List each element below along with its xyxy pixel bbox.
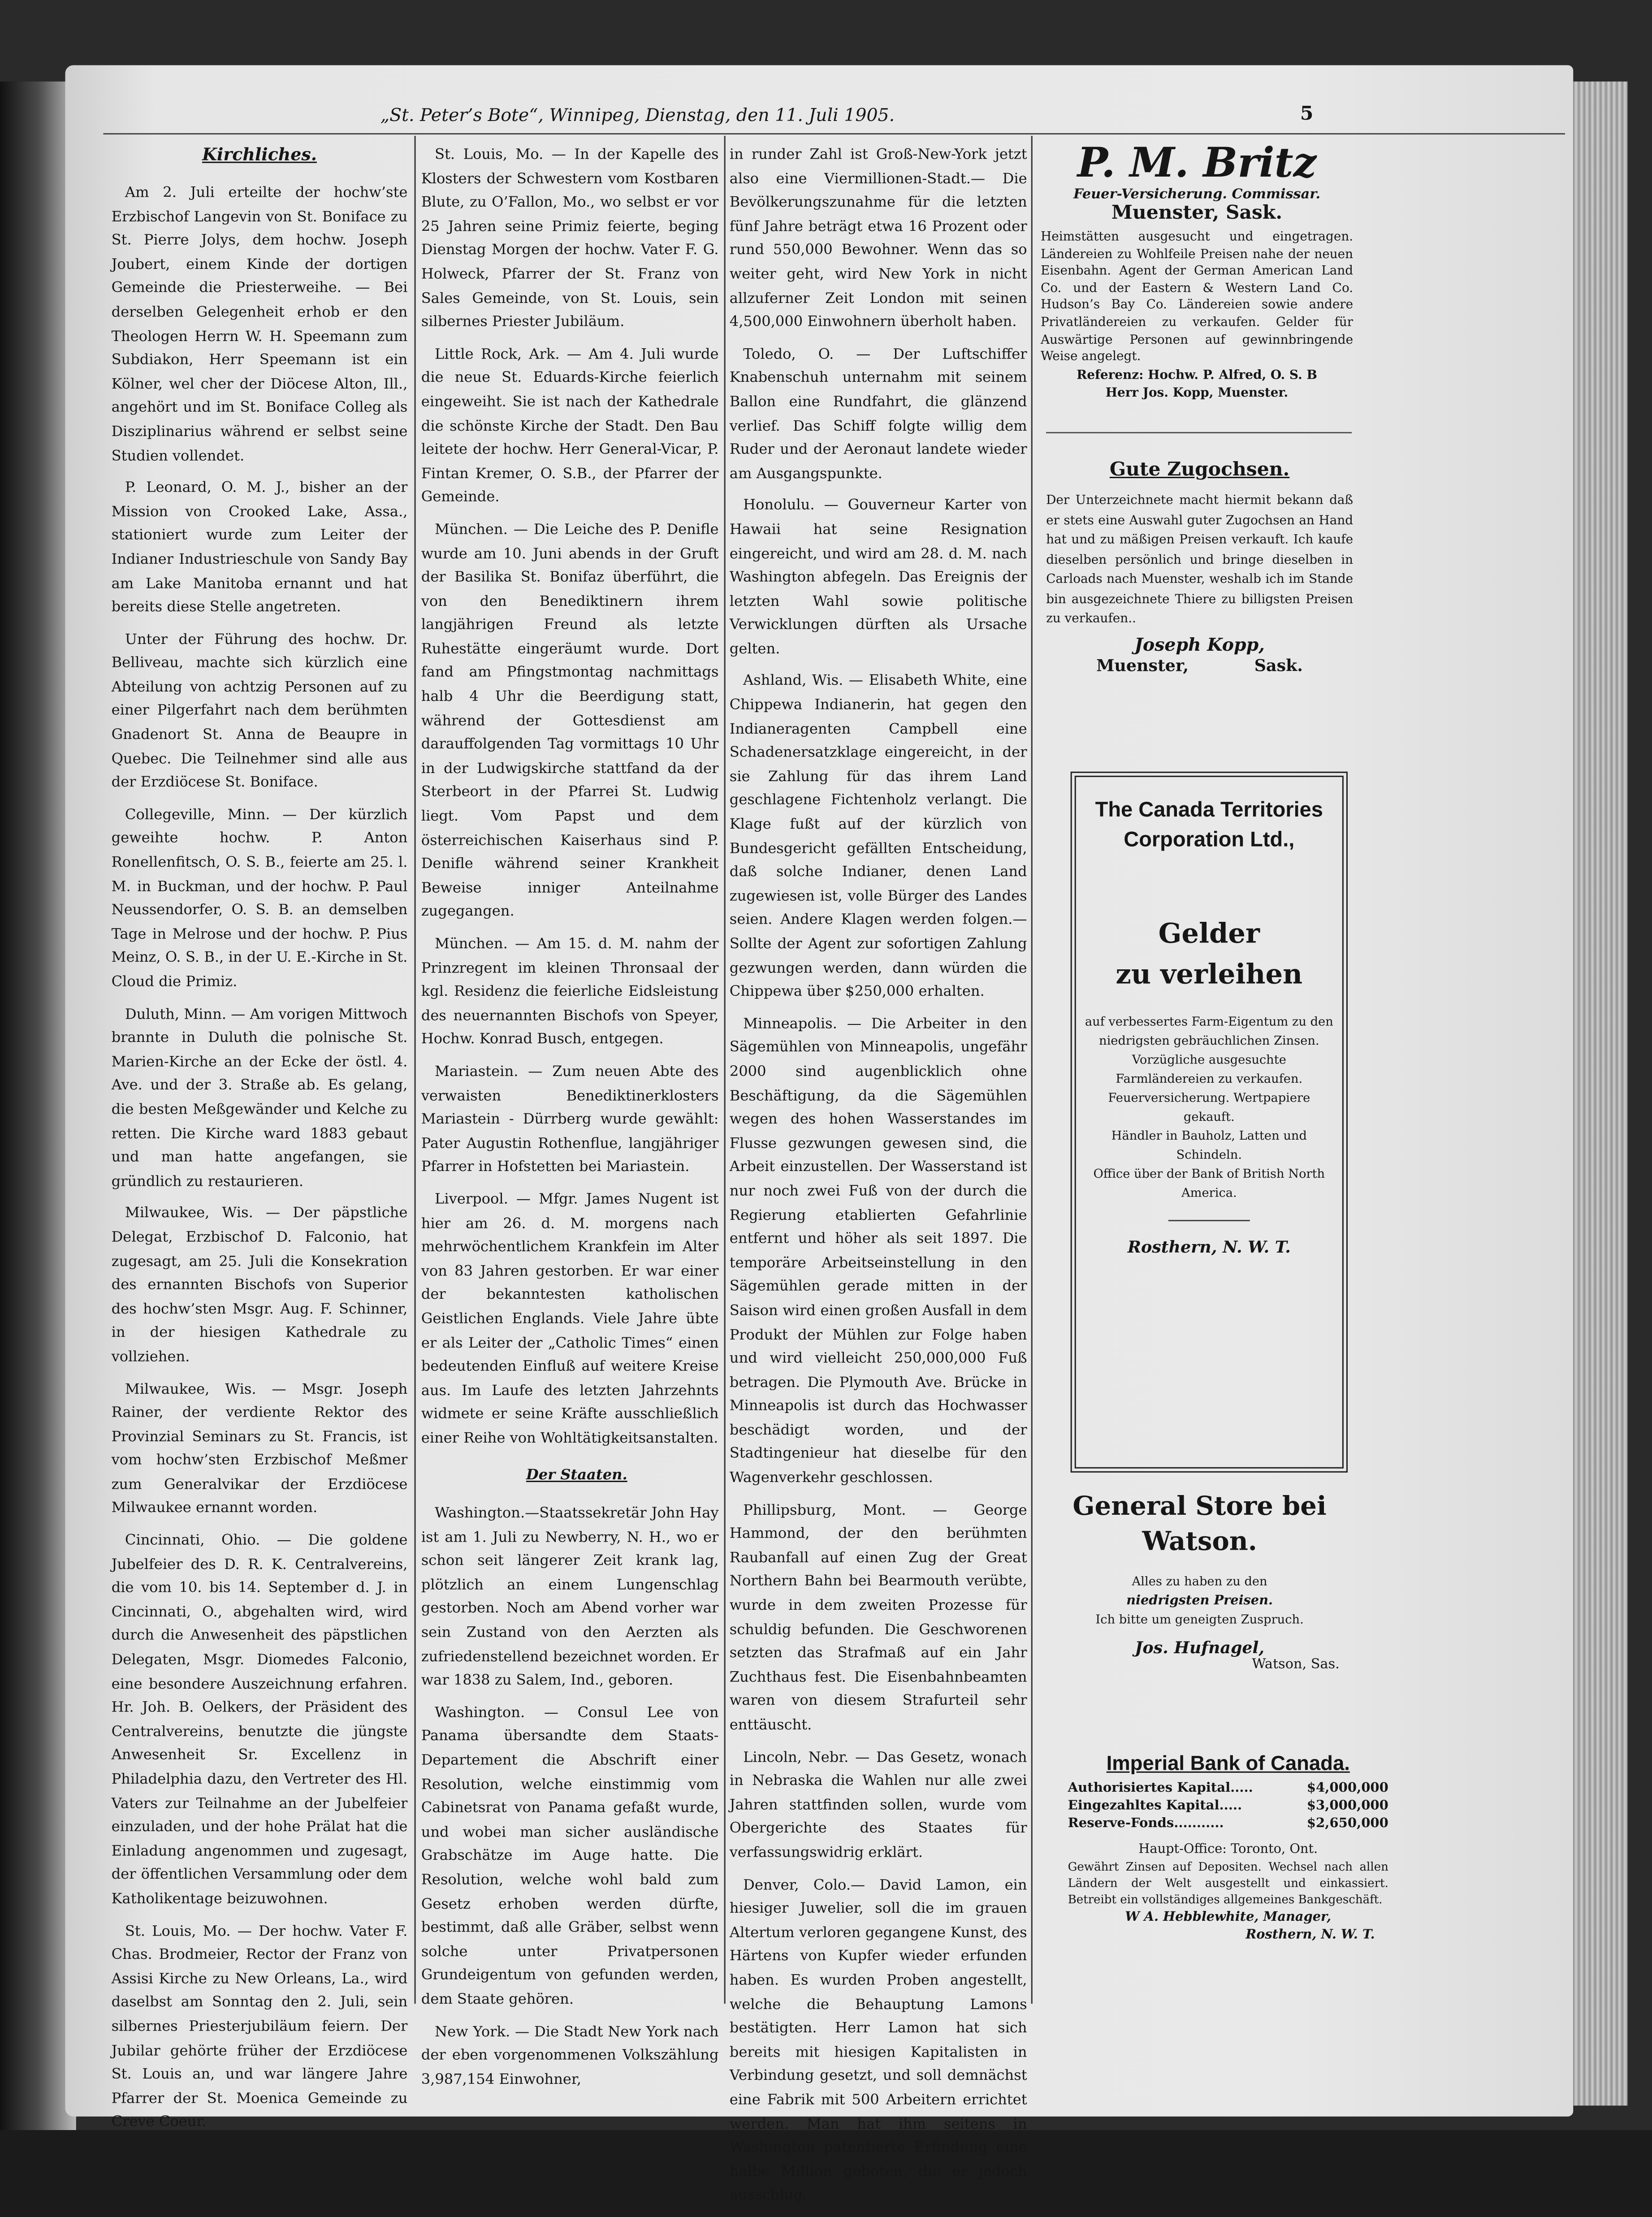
article: Milwaukee, Wis. — Msgr. Joseph Rainer, der verdiente Rektor des Provinzial Seminars zu St. Francis, ist vom hochw’sten Erzbischof Meßmer zum Generalvikar der Erzdiöcese Milwaukee ernannt worden. — [111, 1381, 408, 1517]
canada-rule — [1168, 1220, 1250, 1221]
article: Unter der Führung des hochw. Dr. Belliveau, machte sich kürzlich eine Abteilung von achtzig Personen auf zu einer Pilgerfahrt nach dem berühmten Gnadenort St. Anna de Beaupre in Quebec. Die Teilnehmer sind alle aus der Erzdiöcese St. Boniface. — [111, 631, 408, 791]
imperial-row — [1068, 1815, 1388, 1832]
canada-l5: Office über der Bank of British North America. — [1093, 1168, 1325, 1201]
column-3 — [730, 144, 1027, 2217]
imperial-row-value: $2,650,000 — [1306, 1816, 1388, 1832]
watson-title1: General Store bei — [1073, 1491, 1327, 1521]
imperial-row — [1068, 1780, 1388, 1797]
left-page-edge — [0, 82, 76, 2130]
watson-signer: Jos. Hufnagel, — [1135, 1638, 1265, 1658]
article: Cincinnati, Ohio. — Die goldene Jubelfeier des D. R. K. Centralvereins, die vom 10. bis 14. September d. J. in Cincinnati, O., abgehalten wird, wird durch die Anwesenheit des päpstlichen Delegaten, Msgr. Diomedes Falconio, eine besondere Auszeichnung erfahren. Hr. Joh. B. Oelkers, der Präsident des Centralvereins, benutzte die jüngste Anwesenheit Sr. Excellenz in Philadelphia dazu, den Vertreter des Hl. Vaters zur Teilnahme an der Jubelfeier einzuladen, und der hohe Prälat hat die Einladung angenommen und zugesagt, der öffentlichen Versammlung oder dem Katholikentage beizuwohnen. — [111, 1532, 408, 1907]
canada-l4: Händler in Bauholz, Latten und Schindeln. — [1111, 1130, 1307, 1163]
ad-kopp — [1046, 459, 1353, 674]
column-rule-3 — [1031, 136, 1033, 2004]
britz-ref1: Referenz: Hochw. P. Alfred, O. S. B — [1077, 367, 1317, 383]
column-2 — [421, 144, 719, 2100]
kopp-town: Muenster, — [1096, 655, 1189, 675]
article-continued: in runder Zahl ist Groß-New-York jetzt also eine Viermillionen-Stadt.— Die Bevölkerungszunahme für die letzten fünf Jahre beträgt etwa 16 Prozent oder rund 550,000 Bewohner. Wenn das so weiter geht, wird New York in nicht allzuferner Zeit London mit seinen 4,500,000 Einwohnern überholt haben. — [729, 147, 1027, 331]
imperial-row-value: $4,000,000 — [1306, 1781, 1388, 1796]
kopp-province: Sask. — [1254, 655, 1303, 675]
article: New York. — Die Stadt New York nach der eben vorgenommenen Volkszählung 3,987,154 Einwohner, — [421, 2023, 719, 2088]
kopp-title: Gute Zugochsen. — [1109, 459, 1290, 481]
article: Duluth, Minn. — Am vorigen Mittwoch brannte in Duluth die polnische St. Marien-Kirche an der Ecke der östl. 4. Ave. und der 3. Straße ab. Es gelang, die besten Meßgewänder und Kelche zu retten. Die Kirche ward 1883 gebaut und man hatte angefangen, sie gründlich zu restaurieren. — [111, 1006, 408, 1190]
article: Collegeville, Minn. — Der kürzlich geweihte hochw. P. Anton Ronellenfitsch, O. S. B., feierte am 25. l. M. in Buckman, und der hochw. P. Paul Neussendorfer, O. S. B. an demselben Tage in Melrose und der hochw. P. Pius Meinz, O. S. B., in der U. E.-Kirche in St. Cloud die Primiz. — [111, 807, 408, 990]
watson-title2: Watson. — [1142, 1527, 1257, 1557]
imperial-row-value: $3,000,000 — [1306, 1798, 1388, 1814]
imperial-title: Imperial Bank of Canada. — [1106, 1752, 1350, 1776]
article: Milwaukee, Wis. — Der päpstliche Delegat, Erzbischof D. Falconio, hat zugesagt, am 25. Juli die Konsekration des ernannten Bischofs von Superior des hochw’sten Msgr. Aug. F. Schinner, in der hiesigen Kathedrale zu vollziehen. — [111, 1205, 408, 1366]
canada-name1: The Canada Territories — [1095, 799, 1323, 822]
article: Honolulu. — Gouverneur Karter von Hawaii hat seine Resignation eingereicht, und wird am 28. d. M. nach Washington abfegeln. Das Ereignis der letzten Wahl sowie politische Verwicklungen dürften als Ursache gelten. — [729, 497, 1027, 657]
watson-l1: Alles zu haben zu den — [1132, 1576, 1267, 1590]
page-number: 5 — [1300, 103, 1314, 125]
article: München. — Die Leiche des P. Denifle wurde am 10. Juni abends in der Gruft der Basilika St. Bonifaz überführt, die von den Benediktinern ihrem langjährigen Freund als letzte Ruhestätte eingeräumt wurde. Dort fand am Pfingstmontag nachmittags halb 4 Uhr die Beerdigung statt, während der Gottesdienst am darauffolgenden Tag vormittags 10 Uhr in der Ludwigskirche stattfand da der Sterbeort in der Pfarrei St. Ludwig liegt. Vom Papst und dem österreichischen Kaiserhaus sind P. Denifle während seiner Krankheit Beweise inniger Anteilnahme zugegangen. — [421, 521, 719, 921]
britz-ref2: Herr Jos. Kopp, Muenster. — [1105, 385, 1289, 401]
article: St. Louis, Mo. — In der Kapelle des Klosters der Schwestern vom Kostbaren Blute, zu O’Fallon, Mo., wo selbst er vor 25 Jahren seine Primiz feierte, beging Dienstag Morgen der hochw. Vater F. G. Holweck, Pfarrer der St. Franz von Sales Gemeinde, von St. Louis, sein silbernes Priester Jubiläum. — [421, 147, 719, 331]
imperial-row — [1068, 1797, 1388, 1815]
column-rule-2 — [724, 136, 726, 2004]
ad-separator — [1046, 432, 1352, 433]
canada-headline1: Gelder — [1158, 917, 1260, 950]
britz-body: Heimstätten ausgesucht und eingetragen. Ländereien zu Wohlfeile Preisen nahe der neuen Eisenbahn. Agent der German American Land Co. und der Eastern & Western Land Co. Hudson’s Bay Co. Ländereien sowie andere Privatländereien zu verkaufen. Gelder für Auswärtige Personen auf gewinnbringende Weise angelegt. — [1040, 229, 1354, 364]
imperial-office: Haupt-Office: Toronto, Ont. — [1138, 1842, 1318, 1857]
imperial-body: Gewährt Zinsen auf Depositen. Wechsel nach allen Ländern der Welt ausgestellt und einkassiert. Betreibt ein vollständiges allgemeines Bankgeschäft. — [1068, 1861, 1388, 1907]
ad-canada-territories — [1071, 772, 1348, 1473]
ad-imperial-bank — [1068, 1750, 1388, 1944]
heading-kirchliches: Kirchliches. — [202, 144, 317, 164]
article: Washington. — Consul Lee von Panama übersandte dem Staats-Departement die Abschrift einer Resolution, welche einstimmig vom Cabinetsrat von Panama gefaßt wurde, und wobei man sicher ausländische Grabschätze im Auge hatte. Die Resolution, welche wohl bald zum Gesetz erhoben werden dürfte, bestimmt, daß alle Gräber, selbst wenn solche unter Privatpersonen Grundeigentum von gefunden werden, dem Staate gehören. — [421, 1704, 719, 2008]
heading-staaten: Der Staaten. — [526, 1468, 627, 1484]
article: Phillipsburg, Mont. — George Hammond, der den berühmten Raubanfall auf einen Zug der Great Northern Bahn bei Bearmouth verübte, wurde in dem zweiten Prozesse für schuldig befunden. Die Geschworenen setzten das Strafmaß auf ein Jahr Zuchthaus fest. Die Eisenbahnbeamten waren von diesem Strafurteil sehr enttäuscht. — [729, 1502, 1027, 1733]
ad-britz — [1041, 141, 1353, 402]
column-rule-1 — [415, 136, 416, 2004]
canada-l3: Feuerversicherung. Wertpapiere gekauft. — [1108, 1092, 1310, 1125]
header-rule — [103, 133, 1565, 134]
watson-l3: Ich bitte um geneigten Zuspruch. — [1095, 1614, 1304, 1628]
imperial-manager: W A. Hebblewhite, Manager, — [1125, 1910, 1332, 1925]
canada-l1: auf verbessertes Farm-Eigentum zu den niedrigsten gebräuchlichen Zinsen. — [1085, 1016, 1333, 1049]
article: Am 2. Juli erteilte der hochw’ste Erzbischof Langevin von St. Boniface zu St. Pierre Jolys, dem hochw. Joseph Joubert, einem Kinde der dortigen Gemeinde die Priesterweihe. — Bei derselben Gelegenheit erhob er den Theologen Herrn W. H. Speemann zum Subdiakon, Herr Speemann ist ein Kölner, wel cher der Diöcese Alton, Ill., angehört und im St. Boniface Colleg als Disziplinarius während er selbst seine Studien vollendet. — [111, 185, 408, 464]
article: St. Louis, Mo. — Der hochw. Vater F. Chas. Brodmeier, Rector der Franz von Assisi Kirche zu New Orleans, La., wird daselbst am Sonntag den 2. Juli, sein silbernes Priesterjubiläum feiern. Der Jubilar gehörte früher der Erzdiöcese St. Louis an, und war längere Jahre Pfarrer der St. Moenica Gemeinde zu Creve Coeur. — [111, 1923, 408, 2131]
article: Little Rock, Ark. — Am 4. Juli wurde die neue St. Eduards-Kirche feierlich eingeweiht. Sie ist nach der Kathedrale die schönste Kirche der Stadt. Den Bau leitete der hochw. Herr General-Vicar, P. Fintan Kremer, O. S.B., der Pfarrer der Gemeinde. — [421, 346, 719, 506]
britz-line1: Feuer-Versicherung. Commissar. — [1073, 187, 1321, 203]
britz-name: P. M. Britz — [1077, 140, 1317, 188]
article: Ashland, Wis. — Elisabeth White, eine Chippewa Indianerin, hat gegen den Indianeragenten Campbell eine Schadenersatzklage eingereicht, in der sie Zahlung für das ihrem Land geschlagene Fichtenholz verlangt. Die Klage fußt auf der kürzlich von Bundesgericht gefällten Entscheidung, daß solche Indianer, denen Land zugewiesen ist, volle Bürger des Landes seien. Andere Klagen werden folgen.— Sollte der Agent zur sofortigen Zahlung gezwungen werden, dann würden die Chippewa über $250,000 erhalten. — [729, 673, 1027, 1000]
imperial-row-label: Authorisiertes Kapital..... — [1068, 1781, 1253, 1796]
article: Liverpool. — Mfgr. James Nugent ist hier am 26. d. M. morgens nach mehrwöchentlichem Krankfein im Alter von 83 Jahren gestorben. Er war einer der bekanntesten katholischen Geistlichen Englands. Viele Jahre übte er als Leiter der „Catholic Times“ einen bedeutenden Einfluß auf weitere Kreise aus. Im Laufe des letzten Jahrzehnts widmete er seine Kräfte ausschließlich einer Reihe von Wohltätigkeitsanstalten. — [421, 1191, 719, 1447]
canada-footer: Rosthern, N. W. T. — [1127, 1237, 1291, 1257]
running-header: „St. Peter’s Bote“, Winnipeg, Dienstag, den 11. Juli 1905. — [380, 106, 895, 126]
watson-town: Watson, Sas. — [1252, 1657, 1340, 1672]
canada-l2: Vorzügliche ausgesuchte Farmländereien zu verkaufen. — [1116, 1054, 1303, 1087]
article: Washington.—Staatssekretär John Hay ist am 1. Juli zu Newberry, N. H., wo er schon seit längerer Zeit krank lag, plötzlich an einem Lungenschlag gestorben. Noch am Abend vorher war sein Zustand von den Aerzten als zufriedenstellend bezeichnet worden. Er war 1838 zu Salem, Ind., geboren. — [421, 1505, 719, 1689]
article: Minneapolis. — Die Arbeiter in den Sägemühlen von Minneapolis, ungefähr 2000 sind augenblicklich ohne Beschäftigung, da die Sägemühlen wegen des hohen Wasserstandes im Flusse gezwungen gewesen sind, die Arbeit einzustellen. Der Wasserstand ist nur noch zwei Fuß von der durch die Regierung etablierten Gefahrlinie entfernt und höher als seit 1897. Die temporäre Arbeitseinstellung in den Sägemühlen gerade mitten in der Saison wird einen großen Ausfall in dem Produkt der Mühlen zur Folge haben und wird vielleicht 250,000,000 Fuß betragen. Die Plymouth Ave. Brücke in Minneapolis ist durch das Hochwasser beschädigt worden, und der Stadtingenieur hat dieselbe für den Wagenverkehr geschlossen. — [729, 1016, 1027, 1487]
kopp-signer: Joseph Kopp, — [1134, 635, 1265, 656]
canada-name2: Corporation Ltd., — [1124, 829, 1295, 852]
column-1 — [112, 182, 408, 2144]
canada-headline2: zu verleihen — [1116, 958, 1303, 990]
article: München. — Am 15. d. M. nahm der Prinzregent im kleinen Thronsaal der kgl. Residenz die feierliche Eidsleistung des neuernannten Bischofs von Speyer, Hochw. Konrad Busch, entgegen. — [421, 936, 719, 1048]
imperial-row-label: Reserve-Fonds........... — [1068, 1816, 1224, 1832]
article: Toledo, O. — Der Luftschiffer Knabenschuh unternahm mit seinem Ballon eine Rundfahrt, die glänzend verlief. Das Schiff folgte willig dem Ruder und der Aeronaut landete wieder am Ausgangspunkte. — [729, 346, 1027, 482]
kopp-body: Der Unterzeichnete macht hiermit bekann daß er stets eine Auswahl guter Zugochsen an Hand hat und zu mäßigen Preisen verkauft. Ich kaufe dieselben persönlich und bringe dieselben in Carloads nach Muenster, weshalb ich im Stande bin ausgezeichnete Thiere zu billigsten Preisen zu verkaufen.. — [1046, 493, 1354, 627]
article: Denver, Colo.— David Lamon, ein hiesiger Juwelier, soll die im grauen Altertum verloren gegangene Kunst, des Härtens von Kupfer wieder erfunden haben. Es wurden Proben angestellt, welche die Behauptung Lamons bestätigten. Herr Lamon hat sich bereits mit hiesigen Kapitalisten in Verbindung gesetzt, und soll demnächst eine Fabrik mit 500 Arbeitern errichtet werden. Man hat ihm seitens in Washington patentierte Erfindung eine halbe Million geboten, die er jedoch ausschlug. — [729, 1876, 1027, 2204]
article: Lincoln, Nebr. — Das Gesetz, wonach in Nebraska die Wahlen nur alle zwei Jahren stattfinden sollen, wurde vom Obergerichte des Staates für verfassungswidrig erklärt. — [729, 1749, 1027, 1861]
watson-l2: niedrigsten Preisen. — [1126, 1593, 1273, 1608]
ad-watson — [1046, 1489, 1353, 1672]
imperial-row-label: Eingezahltes Kapital..... — [1068, 1798, 1242, 1814]
page-stack-edges — [1573, 82, 1627, 2106]
article: P. Leonard, O. M. J., bisher an der Mission von Crooked Lake, Assa., stationiert wurde zum Leiter der Indianer Industrieschule von Sandy Bay am Lake Manitoba ernannt und hat bereits diese Stelle angetreten. — [111, 480, 408, 616]
britz-town: Muenster, Sask. — [1111, 202, 1283, 225]
article: Mariastein. — Zum neuen Abte des verwaisten Benediktinerklosters Mariastein - Dürrberg wurde gewählt: Pater Augustin Rothenflue, langjähriger Pfarrer in Hofstetten bei Mariastein. — [421, 1063, 719, 1176]
imperial-town: Rosthern, N. W. T. — [1245, 1927, 1375, 1943]
